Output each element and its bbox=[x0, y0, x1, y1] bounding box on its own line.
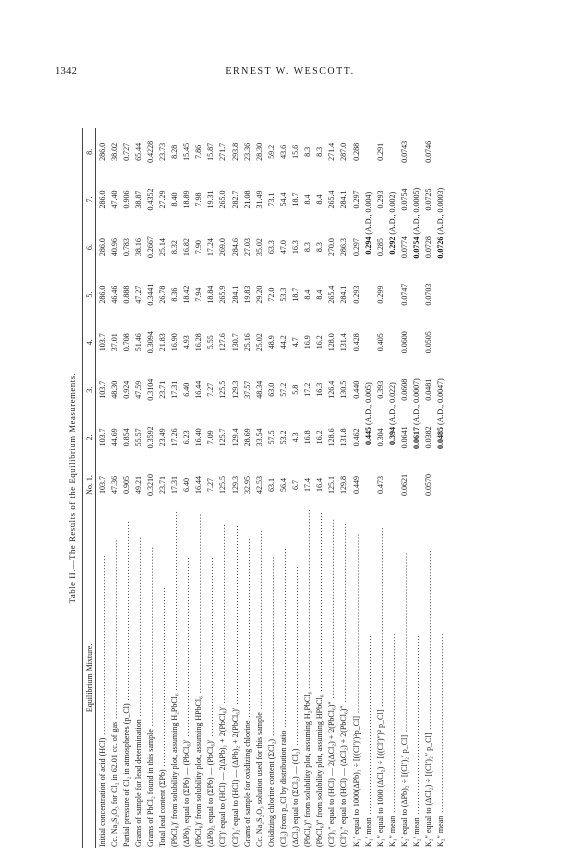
table-cell: 286.3 bbox=[339, 238, 349, 257]
table-cell: 63.3 bbox=[266, 240, 276, 255]
table-cell: 73.1 bbox=[266, 192, 276, 207]
table-cell: 21.08 bbox=[242, 190, 252, 209]
table-cell: 17.24 bbox=[206, 238, 216, 257]
row-label: Grams of sample for oxidizing chlorine ............................................................ bbox=[242, 537, 252, 847]
table-cell: 37.57 bbox=[242, 380, 252, 399]
table-cell: 125.5 bbox=[218, 380, 228, 399]
table-cell: 0.0725 bbox=[424, 188, 434, 211]
table-cell: 27.03 bbox=[242, 238, 252, 257]
results-table bbox=[82, 128, 447, 848]
table-cell: 0.393 bbox=[375, 380, 385, 399]
table-cell: 8.4 bbox=[315, 289, 325, 300]
table-cell: 40.96 bbox=[109, 238, 119, 257]
table-cell: 38.16 bbox=[133, 238, 143, 257]
table-cell: 128.0 bbox=[327, 333, 337, 352]
table-cell: 27.29 bbox=[158, 190, 168, 209]
table-cell: 126.4 bbox=[327, 380, 337, 399]
table-row bbox=[144, 128, 156, 848]
table-cell: 0.304 bbox=[375, 428, 385, 447]
table-cell: 125.1 bbox=[327, 475, 337, 494]
table-cell: 286.0 bbox=[97, 190, 107, 209]
table-cell: 6.40 bbox=[182, 382, 192, 397]
table-cell: 0.473 bbox=[375, 475, 385, 494]
table-cell: 286.0 bbox=[97, 238, 107, 257]
table-cell: 269.0 bbox=[218, 238, 228, 257]
table-cell: 0.0774 bbox=[399, 236, 409, 259]
table-cell: 0.285 bbox=[375, 238, 385, 257]
table-cell: 128.6 bbox=[327, 428, 337, 447]
table-cell: 6.23 bbox=[182, 430, 192, 445]
table-cell: 0.2667 bbox=[145, 236, 155, 259]
table-cell: 7.86 bbox=[194, 144, 204, 159]
table-cell: 8.28 bbox=[170, 144, 180, 159]
table-row bbox=[241, 128, 253, 848]
mean-cell: 0.292 (A.D., 0.002) bbox=[387, 191, 397, 255]
table-cell: 8.3 bbox=[315, 242, 325, 253]
mean-cell: 0.445 (A.D., 0.005) bbox=[363, 382, 373, 446]
table-cell: 33.54 bbox=[254, 428, 264, 447]
table-cell: 17.31 bbox=[170, 475, 180, 494]
table-cell: 284.6 bbox=[230, 238, 240, 257]
table-cell: 0.0608 bbox=[399, 378, 409, 401]
table-cell: 7.09 bbox=[206, 430, 216, 445]
row-label: (ΔPb)₁ equal to (ΣPb) — (PbCl₆)′ ............................................................ bbox=[182, 556, 192, 847]
table-row bbox=[374, 128, 386, 848]
table-cell: 47.40 bbox=[109, 190, 119, 209]
table-cell: 0.783 bbox=[121, 238, 131, 257]
table-row bbox=[205, 128, 217, 848]
table-cell: 21.83 bbox=[158, 333, 168, 352]
table-cell: 286.0 bbox=[97, 285, 107, 304]
table-row bbox=[108, 128, 120, 848]
table-row bbox=[120, 128, 132, 848]
table-cell: 0.0621 bbox=[399, 473, 409, 496]
column-header: 3. bbox=[83, 366, 96, 414]
column-header: 5. bbox=[83, 271, 96, 319]
table-cell: 7.27 bbox=[206, 477, 216, 492]
table-cell: 57.5 bbox=[266, 430, 276, 445]
table-cell: 0.727 bbox=[121, 142, 131, 161]
table-cell: 4.7 bbox=[291, 337, 301, 348]
table-cell: 23.71 bbox=[158, 380, 168, 399]
table-cell: 16.90 bbox=[170, 333, 180, 352]
table-row bbox=[156, 128, 168, 848]
table-cell: 57.2 bbox=[278, 382, 288, 397]
table-cell: 63.1 bbox=[266, 477, 276, 492]
table-cell: 6.7 bbox=[291, 479, 301, 490]
table-cell: 28.30 bbox=[254, 142, 264, 161]
row-label: Cc. Na₂S₂O₃ for Cl₂ in 62.01 cc. of gas ............................................................ bbox=[109, 538, 119, 847]
column-header: 7. bbox=[83, 176, 96, 224]
table-cell: 28.69 bbox=[242, 428, 252, 447]
table-cell: 0.405 bbox=[375, 333, 385, 352]
table-cell: 129.3 bbox=[230, 380, 240, 399]
row-label: (PbCl₆)′ from solubility plot, assuming HPbCl₆ ............................................................ bbox=[194, 513, 204, 847]
table-cell: 38.02 bbox=[109, 142, 119, 161]
table-cell: 47.36 bbox=[109, 475, 119, 494]
table-cell: 265.0 bbox=[218, 190, 228, 209]
table-cell: 15.6 bbox=[291, 144, 301, 159]
table-cell: 44.69 bbox=[109, 428, 119, 447]
table-cell: 54.4 bbox=[278, 192, 288, 207]
table-row bbox=[386, 128, 398, 848]
table-row bbox=[362, 128, 374, 848]
table-cell: 0.0743 bbox=[399, 140, 409, 163]
mean-cell: 0.394 (A.D., 0.022) bbox=[387, 382, 397, 446]
row-label: (Cl′)₂″ equal to (HCl) — (ΔCl₂) + 2(PbCl₆)″ ............................................................ bbox=[339, 522, 349, 847]
table-cell: 7.27 bbox=[206, 382, 216, 397]
mean-cell: 0.294 (A.D., 0.004) bbox=[363, 191, 373, 255]
row-label: (Cl′)′ equal to (HCl) — 2(ΔPb)₁ + 2(PbCl₆)′ ............................................................ bbox=[218, 523, 228, 847]
row-label: K₁′ mean ............................................................ bbox=[363, 634, 373, 847]
table-cell: 32.95 bbox=[242, 475, 252, 494]
table-cell: 16.3 bbox=[315, 382, 325, 397]
table-cell: 72.0 bbox=[266, 287, 276, 302]
row-label: (PbCl₆)″ from solubility plot, assuming HPbCl₆ ............................................................ bbox=[315, 511, 325, 847]
table-cell: 0.0746 bbox=[424, 140, 434, 163]
table-cell: 16.3 bbox=[291, 240, 301, 255]
table-cell: 47.59 bbox=[133, 380, 143, 399]
table-cell: 0.0641 bbox=[399, 426, 409, 449]
table-cell: 18.89 bbox=[182, 190, 192, 209]
table-cell: 0.905 bbox=[121, 475, 131, 494]
table-row bbox=[398, 128, 410, 848]
table-cell: 18.42 bbox=[182, 285, 192, 304]
table-row bbox=[193, 128, 205, 848]
table-row bbox=[132, 128, 144, 848]
table-cell: 284.1 bbox=[230, 285, 240, 304]
table-cell: 103.7 bbox=[97, 428, 107, 447]
table-caption: Table II.—The Results of the Equilibrium Measurements. bbox=[67, 372, 77, 604]
table-cell: 23.49 bbox=[158, 428, 168, 447]
table-cell: 265.4 bbox=[327, 190, 337, 209]
table-cell: 0.888 bbox=[121, 285, 131, 304]
table-cell: 6.40 bbox=[182, 477, 192, 492]
label-column-header: Equilibrium Mixture. bbox=[83, 509, 96, 848]
column-header: 2. bbox=[83, 414, 96, 462]
table-cell: 0.0505 bbox=[424, 331, 434, 354]
row-label: Initial concentration of acid (HCl) ............................................................ bbox=[97, 554, 107, 847]
row-label: Total lead content (ΣPb) ............................................................ bbox=[158, 586, 168, 847]
table-cell: 0.297 bbox=[351, 190, 361, 209]
mean-cell: 0.0726 (A.D., 0.0003) bbox=[436, 187, 446, 259]
row-label: Grams of sample for lead determination ............................................................ bbox=[133, 536, 143, 847]
table-cell: 5.8 bbox=[291, 384, 301, 395]
table-cell: 63.0 bbox=[266, 382, 276, 397]
table-cell: 0.291 bbox=[375, 142, 385, 161]
row-label: (ΔCl₂) equal to (ΣCl₂) — (Cl₂) ............................................................ bbox=[291, 565, 301, 847]
row-label: (Cl′)₁″ equal to (HCl) — 2(ΔCl₂) + 2(PbCl₆)″ ............................................................ bbox=[327, 518, 337, 847]
table-cell: 0.3441 bbox=[145, 283, 155, 306]
table-cell: 0.0382 bbox=[424, 426, 434, 449]
table-header-row bbox=[83, 128, 96, 848]
table-cell: 125.7 bbox=[218, 428, 228, 447]
table-cell: 8.36 bbox=[170, 287, 180, 302]
row-label: (PbCl₆)′ from solubility plot, assuming H₂PbCl₆ ............................................................ bbox=[170, 510, 180, 847]
table-cell: 47.0 bbox=[278, 240, 288, 255]
row-label: K₁″ mean ............................................................ bbox=[387, 632, 397, 847]
table-cell: 270.0 bbox=[327, 238, 337, 257]
table-cell: 271.4 bbox=[327, 142, 337, 161]
table-cell: 8.4 bbox=[315, 194, 325, 205]
table-cell: 286.0 bbox=[97, 142, 107, 161]
row-label: Grams of PbCl₂ found in this sample ............................................................ bbox=[145, 546, 155, 847]
table-cell: 0.3104 bbox=[145, 378, 155, 401]
table-cell: 0.297 bbox=[351, 238, 361, 257]
table-cell: 26.78 bbox=[158, 285, 168, 304]
row-label: (ΔPb)₂ equal to (ΣPb) — (PbCl₆)′ ............................................................ bbox=[206, 556, 216, 847]
table-row bbox=[169, 128, 181, 848]
page-number: 1342 bbox=[55, 66, 78, 77]
table-cell: 129.3 bbox=[230, 475, 240, 494]
table-cell: 25.14 bbox=[158, 238, 168, 257]
table-cell: 284.1 bbox=[339, 285, 349, 304]
table-cell: 0.3210 bbox=[145, 473, 155, 496]
table-cell: 42.53 bbox=[254, 475, 264, 494]
table-cell: 16.44 bbox=[194, 380, 204, 399]
table-cell: 0.4228 bbox=[145, 140, 155, 163]
table-cell: 130.7 bbox=[230, 333, 240, 352]
table-cell: 7.98 bbox=[194, 192, 204, 207]
row-label: Partial pressure of Cl₂ in atmospheres (p_Cl) ............................................................ bbox=[121, 520, 131, 847]
mean-cell: 0.0617 (A.D., 0.0007) bbox=[411, 378, 421, 450]
table-cell: 0.428 bbox=[351, 333, 361, 352]
table-cell: 0.299 bbox=[375, 285, 385, 304]
column-header: 4. bbox=[83, 318, 96, 366]
table-cell: 8.3 bbox=[303, 146, 313, 157]
table-row bbox=[435, 128, 447, 848]
table-row bbox=[423, 128, 435, 848]
table-cell: 287.0 bbox=[339, 142, 349, 161]
table-cell: 0.0728 bbox=[424, 236, 434, 259]
table-cell: 31.49 bbox=[254, 190, 264, 209]
table-row bbox=[229, 128, 241, 848]
row-label: K₁″ equal to 1000 (ΔCl₂) ÷ [((Cl′)″)² p_Cl] ............................................................ bbox=[375, 526, 385, 847]
table-cell: 23.73 bbox=[158, 142, 168, 161]
table-cell: 17.4 bbox=[303, 477, 313, 492]
table-cell: 59.2 bbox=[266, 144, 276, 159]
table-cell: 103.7 bbox=[97, 475, 107, 494]
table-cell: 0.440 bbox=[351, 380, 361, 399]
table-cell: 19.31 bbox=[206, 190, 216, 209]
table-row bbox=[326, 128, 338, 848]
table-cell: 0.0481 bbox=[424, 378, 434, 401]
row-label: Oxidizing chlorine content (ΣCl₂) ............................................................ bbox=[266, 555, 276, 847]
table-cell: 49.21 bbox=[133, 475, 143, 494]
row-label: K₂′ equal to (ΔPb)₂ ÷ [(Cl′)₂′ p_Cl] ............................................................ bbox=[399, 551, 409, 847]
table-cell: 25.16 bbox=[242, 333, 252, 352]
table-cell: 8.3 bbox=[315, 146, 325, 157]
table-cell: 16.8 bbox=[303, 430, 313, 445]
table-cell: 293.8 bbox=[230, 142, 240, 161]
table-cell: 265.4 bbox=[327, 285, 337, 304]
table-cell: 56.4 bbox=[278, 477, 288, 492]
table-cell: 0.3592 bbox=[145, 426, 155, 449]
table-row bbox=[277, 128, 289, 848]
table-cell: 129.8 bbox=[339, 475, 349, 494]
table-cell: 48.9 bbox=[266, 335, 276, 350]
table-cell: 271.7 bbox=[218, 142, 228, 161]
table-cell: 131.4 bbox=[339, 333, 349, 352]
table-cell: 17.31 bbox=[170, 380, 180, 399]
table-cell: 23.71 bbox=[158, 475, 168, 494]
table-cell: 265.9 bbox=[218, 285, 228, 304]
table-cell: 4.93 bbox=[182, 335, 192, 350]
table-cell: 35.02 bbox=[254, 238, 264, 257]
table-cell: 15.87 bbox=[206, 142, 216, 161]
table-cell: 18.84 bbox=[206, 285, 216, 304]
running-header bbox=[55, 66, 525, 80]
row-label: Cc. Na₂S₂O₃ solution used for this sample ............................................................ bbox=[254, 529, 264, 847]
table-cell: 48.34 bbox=[254, 380, 264, 399]
table-cell: 29.20 bbox=[254, 285, 264, 304]
no-header: No. 1. bbox=[83, 461, 96, 509]
table-row bbox=[217, 128, 229, 848]
row-label: K₂″ equal to (ΔCl₂) ÷ [(Cl′)₂″ p_Cl] ............................................................ bbox=[424, 549, 434, 847]
table-cell: 0.462 bbox=[351, 428, 361, 447]
table-cell: 16.28 bbox=[194, 333, 204, 352]
table-cell: 7.90 bbox=[194, 240, 204, 255]
table-cell: 65.44 bbox=[133, 142, 143, 161]
table-cell: 15.45 bbox=[182, 142, 192, 161]
table-cell: 127.6 bbox=[218, 333, 228, 352]
table-cell: 284.1 bbox=[339, 190, 349, 209]
table-cell: 16.4 bbox=[315, 477, 325, 492]
table-cell: 4.3 bbox=[291, 432, 301, 443]
table-cell: 18.7 bbox=[291, 192, 301, 207]
table-cell: 8.40 bbox=[170, 192, 180, 207]
row-label: (Cl′)₂′ equal to (HCl) — (ΔPb)₂ + 2(PbCl₆)′ ............................................................ bbox=[230, 524, 240, 847]
table-cell: 0.293 bbox=[351, 285, 361, 304]
table-cell: 103.7 bbox=[97, 333, 107, 352]
mean-cell: 0.0485 (A.D., 0.0047) bbox=[436, 378, 446, 450]
row-label: K₁′ equal to 1000(ΔPb)₁ ÷ [((Cl′)′)²p_Cl] ............................................................ bbox=[351, 533, 361, 847]
table-cell: 16.82 bbox=[182, 238, 192, 257]
column-header: 6. bbox=[83, 223, 96, 271]
table-cell: 5.55 bbox=[206, 335, 216, 350]
table-cell: 8.3 bbox=[303, 242, 313, 253]
table-row bbox=[253, 128, 265, 848]
table-row bbox=[96, 128, 109, 848]
table-cell: 46.46 bbox=[109, 285, 119, 304]
table-cell: 103.7 bbox=[97, 380, 107, 399]
table-cell: 43.6 bbox=[278, 144, 288, 159]
table-cell: 8.32 bbox=[170, 240, 180, 255]
table-row bbox=[314, 128, 326, 848]
table-cell: 0.0747 bbox=[399, 283, 409, 306]
table-cell: 55.57 bbox=[133, 428, 143, 447]
table-cell: 0.924 bbox=[121, 380, 131, 399]
table-cell: 0.449 bbox=[351, 475, 361, 494]
row-label: (PbCl₆)″ from solubility plot, assuming H₂PbCl₆ ............................................................ bbox=[303, 508, 313, 847]
table-cell: 131.8 bbox=[339, 428, 349, 447]
row-label: K₂″ mean ............................................................ bbox=[436, 632, 446, 847]
table-cell: 47.27 bbox=[133, 285, 143, 304]
table-cell: 0.0570 bbox=[424, 473, 434, 496]
table-cell: 18.7 bbox=[291, 287, 301, 302]
table-cell: 17.26 bbox=[170, 428, 180, 447]
running-author: ERNEST W. WESCOTT. bbox=[225, 66, 355, 77]
table-cell: 44.2 bbox=[278, 335, 288, 350]
table-cell: 51.46 bbox=[133, 333, 143, 352]
table-cell: 16.40 bbox=[194, 428, 204, 447]
table-cell: 0.4352 bbox=[145, 188, 155, 211]
rotated-table bbox=[62, 128, 522, 848]
table-cell: 16.44 bbox=[194, 475, 204, 494]
table-cell: 23.36 bbox=[242, 142, 252, 161]
table-cell: 130.5 bbox=[339, 380, 349, 399]
table-cell: 16.2 bbox=[315, 430, 325, 445]
table-row bbox=[181, 128, 193, 848]
table-row bbox=[302, 128, 314, 848]
table-cell: 16.9 bbox=[303, 335, 313, 350]
table-cell: 0.0754 bbox=[399, 188, 409, 211]
table-cell: 53.2 bbox=[278, 430, 288, 445]
table-row bbox=[290, 128, 302, 848]
table-row bbox=[410, 128, 422, 848]
table-cell: 282.7 bbox=[230, 190, 240, 209]
table-cell: 53.3 bbox=[278, 287, 288, 302]
row-label: K₂′ mean ............................................................ bbox=[411, 634, 421, 847]
table-cell: 0.3094 bbox=[145, 331, 155, 354]
table-cell: 0.906 bbox=[121, 190, 131, 209]
table-body bbox=[96, 128, 447, 848]
table-cell: 7.94 bbox=[194, 287, 204, 302]
column-header: 8. bbox=[83, 128, 96, 176]
table-cell: 0.708 bbox=[121, 333, 131, 352]
table-cell: 0.0703 bbox=[424, 283, 434, 306]
table-cell: 0.854 bbox=[121, 428, 131, 447]
table-cell: 0.0600 bbox=[399, 331, 409, 354]
table-cell: 0.288 bbox=[351, 142, 361, 161]
mean-cell: 0.0754 (A.D., 0.0005) bbox=[411, 187, 421, 259]
row-label: (Cl₂) from p_Cl by distribution ratio ............................................................ bbox=[278, 547, 288, 847]
table-cell: 125.5 bbox=[218, 475, 228, 494]
table-row bbox=[338, 128, 350, 848]
table-cell: 19.83 bbox=[242, 285, 252, 304]
table-cell: 8.4 bbox=[303, 194, 313, 205]
table-row bbox=[265, 128, 277, 848]
table-cell: 129.4 bbox=[230, 428, 240, 447]
table-cell: 0.293 bbox=[375, 190, 385, 209]
table-cell: 37.01 bbox=[109, 333, 119, 352]
table-cell: 25.02 bbox=[254, 333, 264, 352]
table-cell: 38.87 bbox=[133, 190, 143, 209]
table-cell: 8.4 bbox=[303, 289, 313, 300]
table-cell: 17.2 bbox=[303, 382, 313, 397]
table-cell: 16.2 bbox=[315, 335, 325, 350]
table-row bbox=[350, 128, 362, 848]
table-cell: 48.30 bbox=[109, 380, 119, 399]
